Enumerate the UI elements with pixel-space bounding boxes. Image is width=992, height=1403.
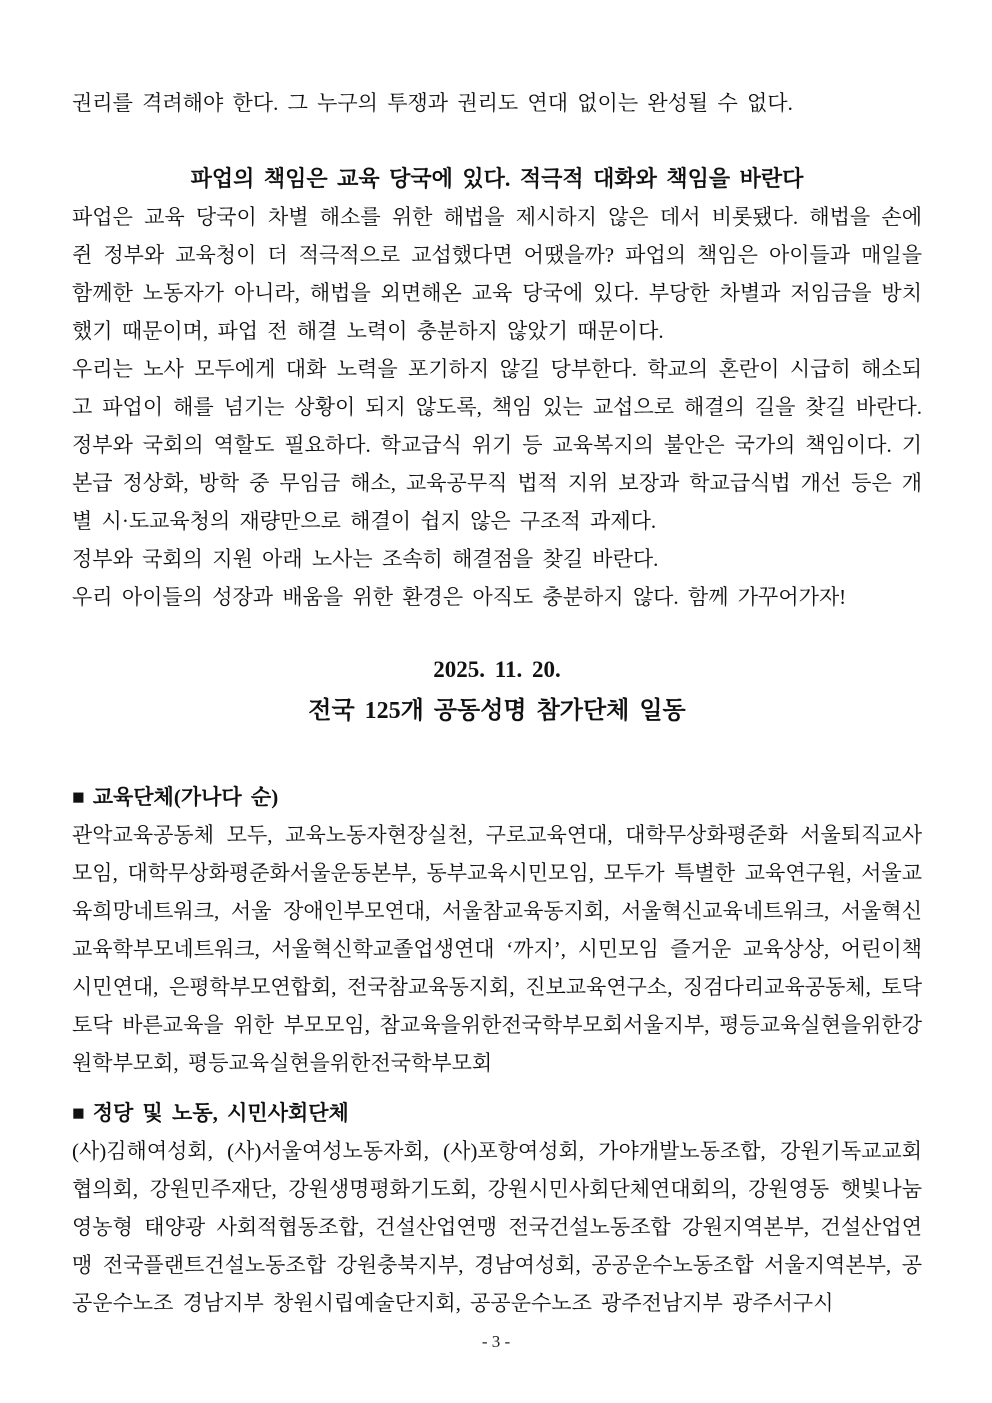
education-groups-heading [72,778,922,816]
civil-groups-section [72,1094,922,1322]
page-number: - 3 - [481,1332,511,1351]
civil-groups-title: 정당 및 노동, 시민사회단체 [92,1101,349,1125]
civil-groups-list: (사)김해여성회, (사)서울여성노동자회, (사)포항여성회, 가야개발노동조합, 강원기독교교회협의회, 강원민주재단, 강원생명평화기도회, 강원시민사회단체연대회의, 강원영동 햇빛나눔 영농형 태양광 사회적협동조합, 건설산업연맹 전국건설노동조합 강원지역본부, 건설산업연맹 전국플랜트건설노동조합 강원충북지부, 경남여성회, 공공운수노동조합 서울지역본부, 공공운수노조 경남지부 창원시립예술단지회, 공공운수노조 광주전남지부 광주서구시 [72,1139,922,1315]
support-line: 정부와 국회의 지원 아래 노사는 조속히 해결점을 찾길 바란다. [72,547,659,571]
statement-date: 2025. 11. 20. [433,657,561,682]
statement-paragraph-2: 우리는 노사 모두에게 대화 노력을 포기하지 않길 당부한다. 학교의 혼란이 시급히 해소되고 파업이 해를 넘기는 상황이 되지 않도록, 책임 있는 교섭으로 해결의 길을 찾길 바란다. 정부와 국회의 역할도 필요하다. 학교급식 위기 등 교육복지의 불안은 국가의 책임이다. 기본급 정상화, 방학 중 무임금 해소, 교육공무직 법적 지위 보장과 학교급식법 개선 등은 개별 시·도교육청의 재량만으로 해결이 쉽지 않은 구조적 과제다. [72,357,922,533]
square-bullet-icon: ■ [72,1101,85,1125]
education-groups-title: 교육단체(가나다 순) [92,785,279,809]
civil-groups-heading [72,1094,922,1132]
children-line: 우리 아이들의 성장과 배움을 위한 환경은 아직도 충분하지 않다. 함께 가꾸어가자! [72,585,847,609]
education-groups-section [72,778,922,1082]
statement-paragraph-1: 파업은 교육 당국이 차별 해소를 위한 해법을 제시하지 않은 데서 비롯됐다. 해법을 손에 쥔 정부와 교육청이 더 적극적으로 교섭했다면 어땠을까? 파업의 책임은 아이들과 매일을 함께한 노동자가 아니라, 해법을 외면해온 교육 당국에 있다. 부당한 차별과 저임금을 방치했기 때문이며, 파업 전 해결 노력이 충분하지 않았기 때문이다. [72,205,922,343]
square-bullet-icon: ■ [72,785,85,809]
signatories-title: 전국 125개 공동성명 참가단체 일동 [308,698,686,724]
signature-block [72,650,922,732]
education-groups-list: 관악교육공동체 모두, 교육노동자현장실천, 구로교육연대, 대학무상화평준화 서울퇴직교사모임, 대학무상화평준화서울운동본부, 동부교육시민모임, 모두가 특별한 교육연구원, 서울교육희망네트워크, 서울 장애인부모연대, 서울참교육동지회, 서울혁신교육네트워크, 서울혁신교육학부모네트워크, 서울혁신학교졸업생연대 ‘까지’, 시민모임 즐거운 교육상상, 어린이책시민연대, 은평학부모연합회, 전국참교육동지회, 진보교육연구소, 징검다리교육공동체, 토닥토닥 바른교육을 위한 부모모임, 참교육을위한전국학부모회서울지부, 평등교육실현을위한강원학부모회, 평등교육실현을위한전국학부모회 [72,823,922,1075]
statement-heading: 파업의 책임은 교육 당국에 있다. 적극적 대화와 책임을 바란다 [190,166,804,191]
intro-line: 권리를 격려해야 한다. 그 누구의 투쟁과 권리도 연대 없이는 완성될 수 없다. [72,91,793,115]
